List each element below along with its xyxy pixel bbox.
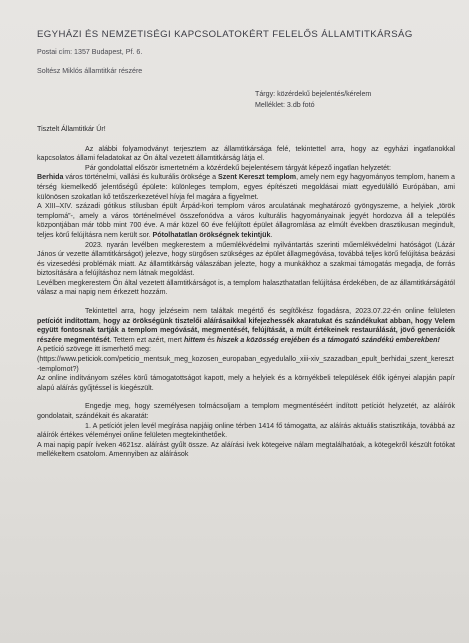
paragraph-paper-signatures: A mai napig papír íveken 4621sz. aláírást gyűlt össze. Az aláírási ívek kötegeive nálam megtalálhatóak, a kötegekről készült fotókat mellékeltem csatolom. Amennyiben az aláírások	[37, 440, 455, 459]
paragraph-intro: Az alábbi folyamodványt terjesztem az államtitkársága felé, tekintettel arra, hogy az egyházi ingatlanokkal kapcsolatos állami feladatokat az Ön által vezetett államtitkárság látja el.	[37, 144, 455, 163]
greeting: Tisztelt Államtitkár Úr!	[37, 124, 106, 133]
paragraph-no-reply: Levélben megkerestem Ön által vezetett államtitkárságot is, a templom halaszthatatlan felújítása érdekében, de az államtitkárságától válasz a mai napig nem érkezett hozzám.	[37, 278, 455, 297]
paragraph-convey: Engedje meg, hogy személyesen tolmácsoljam a templom megmentéséért indított petíciót helyzetét, az aláírók gondolatait, szándékait és akaratát:	[37, 402, 455, 420]
church-name: Szent Kereszt templom	[218, 173, 297, 182]
recipient-line: Soltész Miklós államtitkár részére	[37, 67, 143, 76]
paragraph-history: A XIII–XIV. századi gótikus stílusban épült Árpád-kori templom város arculatának meghatározó gyöngyszeme, a helyiek „török templomá”-, amely a város történelmével összefonódva a város kulturális hagyományainak jegyét hordozva áll a település központjában már több mint 700 éve. A már közel 60 éve felújított épület állagromlása az elmúlt években drasztikusan megindult, teljes körű felújításra nem került sor. Pótolhatatlan örökségnek tekintjük.	[37, 202, 455, 239]
petition-url[interactable]: (https://www.peticiok.com/peticio_mentsuk_meg_kozosen_europaban_egyedulallo_xiii-xiv_szazadban_epult_berhidai_szent_kereszt-templomot?)	[37, 355, 454, 373]
letter-meta	[255, 90, 455, 111]
list-item-1: 1. A petíciót jelen levél megírása napjáig online térben 1414 fő támogatta, az aláírás aktuális statisztikája, továbbá az aláírók értékes véleményei online felületen megtekinthetőek.	[37, 421, 455, 440]
paragraph-situation: Pár gondolattal először ismertetném a közérdekű bejelentésem tárgyát képező ingatlan helyzetét:	[85, 163, 391, 172]
paragraph-2023: 2023. nyarán levélben megkerestem a műemlékvédelmi nyilvántartás szerinti műemlékvédelmi hatóságot (Lázár János úr vezette államtitkárságot) jelezve, hogy sürgősen szükséges az épület állagmegóvása, továbbá teljes körű felújítása beázási és vizesedési problémák miatt. Az államtitkárság válaszában jelezte, hogy a munkákhoz a szakmai támogatás megadja, de forrás biztosítására a felújításhoz nem látnak megoldást.	[37, 240, 455, 278]
paragraph-berhida: Berhida város történelmi, vallási és kulturális öröksége a Szent Kereszt templom, amely nem egy hagyományos templom, hanem a térség kiemelkedő jelentőségű épülete: különleges templom, egyes építészeti megoldásai miatt egyedülálló Európában, ami különösen szokatlan kő tetőszerkezetével hívja fel magára a figyelmet.	[37, 173, 455, 201]
town-name: Berhida	[37, 173, 64, 182]
petition-text-intro: A petíció szövege itt ismerhető meg:	[37, 345, 151, 354]
paragraph-support: Az online indítványom széles körű támogatottságot kapott, mely a helyiek és a környékbeli települések élők igényei alapján papír alapú aláírás gyűjtéssel is kiegészült.	[37, 374, 455, 392]
attachment-line: Melléklet: 3.db fotó	[255, 101, 315, 110]
subject-line: Tárgy: közérdekű bejelentés/kérelem	[255, 89, 372, 98]
paragraph-petition: Tekintettel arra, hogy jelzéseim nem találtak megértő és segítőkész fogadásra, 2023.07.22-én online felületen petíciót indítottam, hogy az örökségünk tisztelői aláírásaikkal kifejezhessék akaratukat és szándékukat abban, hogy Velem együtt fontosnak tartják a templom megóvását, megmentését, felújítását, a múlt értékeinek restaurálását, jövő generációk részére megmentését. Tettem ezt azért, mert hittem és hiszek a közösség erejében és a támogató szándékú emberekben!	[37, 307, 455, 344]
letter-header-title: EGYHÁZI ÉS NEMZETISÉGI KAPCSOLATOKÉRT FELELŐS ÁLLAMTITKÁRSÁG	[37, 29, 413, 40]
postal-address: Postai cím: 1357 Budapest, Pf. 6.	[37, 47, 143, 56]
